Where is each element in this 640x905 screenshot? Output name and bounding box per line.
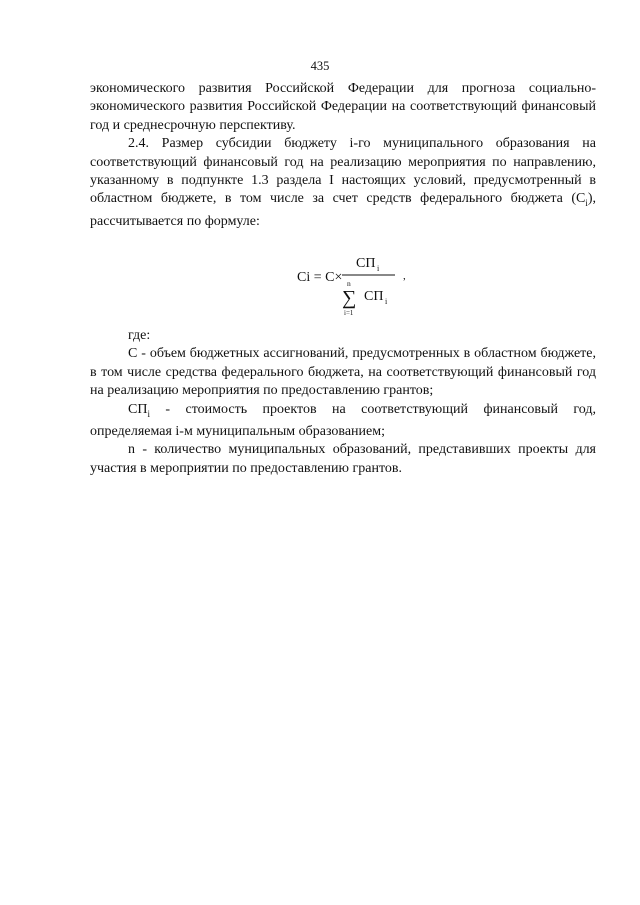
formula-trailing-comma: , <box>403 270 406 283</box>
clause-2-4-paragraph <box>90 135 596 231</box>
formula-block <box>90 237 596 321</box>
formula-denominator: СП <box>364 289 384 305</box>
formula-lhs: Ci = C× <box>297 270 343 286</box>
definition-n: n - количество муниципальных образований, представивших проекты для участия в мероприятии по предоставлению грантов. <box>90 442 596 476</box>
formula-numerator: СП <box>356 256 376 272</box>
formula-denominator-subscript: i <box>385 297 388 307</box>
clause-2-4-subscript: i <box>585 198 588 209</box>
page-number: 435 <box>310 59 330 73</box>
definition-c: С - объем бюджетных ассигнований, предусмотренных в областном бюджете, в том числе средства федерального бюджета, на соответствующий финансовый год на реализацию мероприятия по предоставлению грантов; <box>90 346 596 399</box>
intro-paragraph: экономического развития Российской Федерации для прогноза социально-экономического развития Российской Федерации на соответствующий финансовый год и среднесрочную перспективу. <box>90 81 596 133</box>
definition-sp-text: - стоимость проектов на соответствующий финансовый год, определяемая i-м муниципальным образованием; <box>90 401 596 439</box>
formula-sum-symbol: ∑ <box>342 287 357 310</box>
where-label: где: <box>128 328 151 344</box>
formula-sum-upper: n <box>347 279 351 289</box>
formula-sum-lower: i=1 <box>344 309 354 318</box>
subsidy-formula <box>90 237 596 321</box>
definition-sp-symbol: СП <box>128 401 148 417</box>
definition-sp <box>90 401 596 442</box>
clause-2-4-text-end: ), рассчитывается по формуле: <box>90 191 596 229</box>
definition-sp-subscript: i <box>147 408 150 419</box>
clause-2-4-text: 2.4. Размер субсидии бюджету i-го муниципального образования на соответствующий финансовый год на реализацию мероприятия по направлению, указанному в подпункте 1.3 раздела I настоящих условий, предусмотренный в областном бюджете, в том числе за счет средств федерального бюджета (С <box>90 136 596 207</box>
body-text <box>90 80 596 478</box>
formula-numerator-subscript: i <box>377 264 380 274</box>
